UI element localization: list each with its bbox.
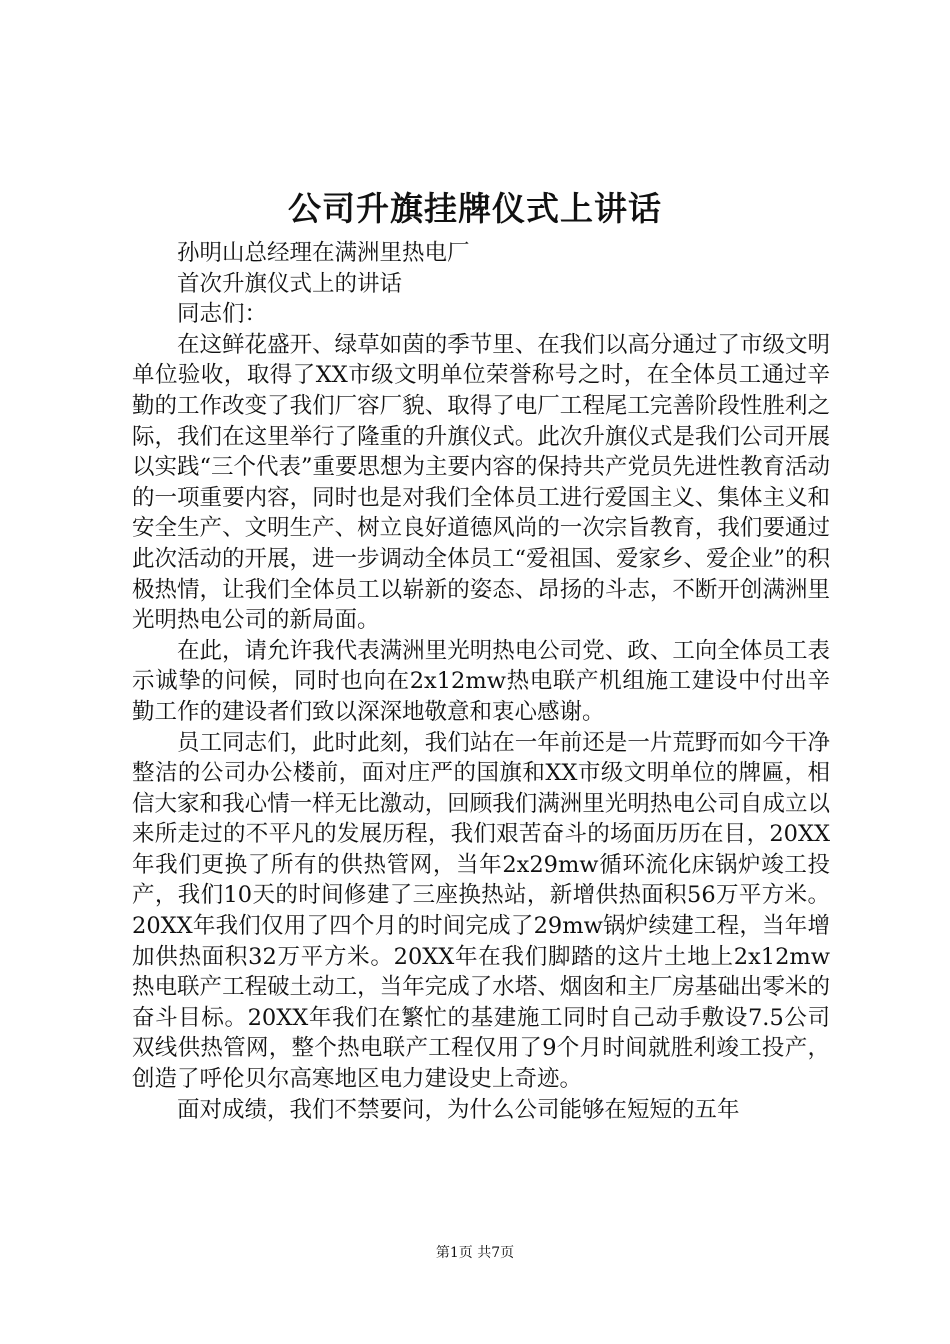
paragraph-speaker-line: 孙明山总经理在满洲里热电厂	[177, 240, 470, 266]
paragraph-body: 在此，请允许我代表满洲里光明热电公司党、政、工向全体员工表示诚挚的问候，同时也向在2x12mw热电联产机组施工建设中付出辛勤工作的建设者们致以深深地敬意和衷心感谢。	[132, 637, 830, 725]
paragraph-body: 面对成绩，我们不禁要问，为什么公司能够在短短的五年	[177, 1096, 740, 1123]
document-title: 公司升旗挂牌仪式上讲话	[288, 189, 662, 228]
paragraph-body: 员工同志们，此时此刻，我们站在一年前还是一片荒野而如今干净整洁的公司办公楼前，面对庄严的国旗和XX市级文明单位的牌匾，相信大家和我心情一样无比激动，回顾我们满洲里光明热电公司自成立以来所走过的不平凡的发展历程，我们艰苦奋斗的场面历历在目，20XX年我们更换了所有的供热管网，当年2x29mw循环流化床锅炉竣工投产，我们10天的时间修建了三座换热站，新增供热面积56万平方米。20XX年我们仅用了四个月的时间完成了29mw锅炉续建工程，当年增加供热面积32万平方米。20XX年在我们脚踏的这片土地上2x12mw热电联产工程破土动工，当年完成了水塔、烟囱和主厂房基础出零米的奋斗目标。20XX年我们在繁忙的基建施工同时自己动手敷设7.5公司双线供热管网，整个热电联产工程仅用了9个月时间就胜利竣工投产，创造了呼伦贝尔高寒地区电力建设史上奇迹。	[132, 729, 830, 1093]
document-body	[132, 238, 830, 1125]
paragraph-body: 在这鲜花盛开、绿草如茵的季节里、在我们以高分通过了市级文明单位验收，取得了XX市级文明单位荣誉称号之时，在全体员工通过辛勤的工作改变了我们厂容厂貌、取得了电厂工程尾工完善阶段性胜利之际，我们在这里举行了隆重的升旗仪式。此次升旗仪式是我们公司开展以实践“三个代表”重要思想为主要内容的保持共产党员先进性教育活动的一项重要内容，同时也是对我们全体员工进行爱国主义、集体主义和安全生产、文明生产、树立良好道德风尚的一次宗旨教育，我们要通过此次活动的开展，进一步调动全体员工“爱祖国、爱家乡、爱企业”的积极热情，让我们全体员工以崭新的姿态、昂扬的斗志，不断开创满洲里光明热电公司的新局面。	[132, 331, 831, 634]
page-number-footer: 第1页 共7页	[435, 1245, 515, 1261]
paragraph-salutation: 同志们：	[177, 301, 268, 328]
paragraph-occasion-line: 首次升旗仪式上的讲话	[177, 270, 403, 297]
